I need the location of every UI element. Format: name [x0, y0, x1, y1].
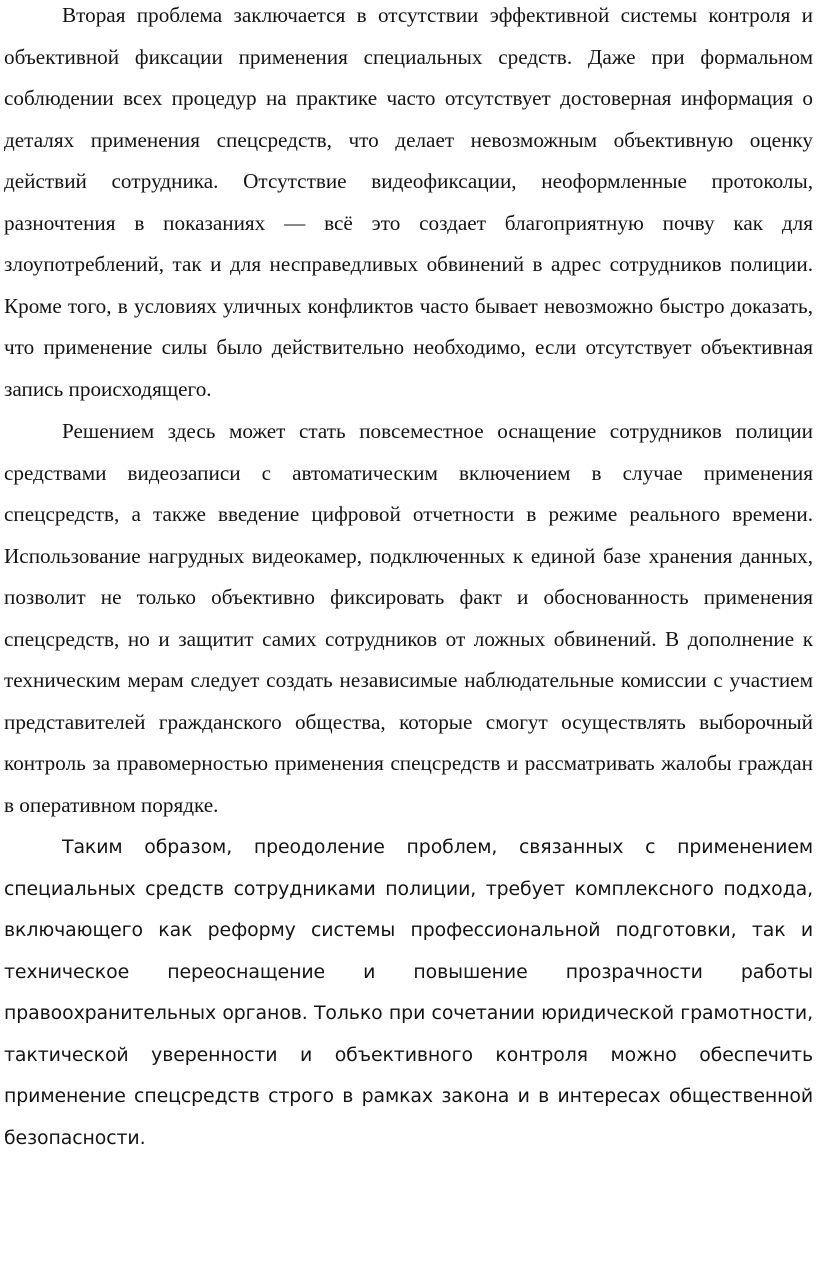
paragraph-conclusion: Таким образом, преодоление проблем, связанных с применением специальных средств сотрудниками полиции, требует комплексного подхода, включающего как реформу системы профессиональной подготовки, так и техническое переоснащение и повышение прозрачности работы правоохранительных органов. Только при сочетании юридической грамотности, тактической уверенности и объективного контроля можно обеспечить применение спецсредств строго в рамках закона и в интересах общественной безопасности.: [4, 836, 813, 1149]
paragraph-control-problem: Вторая проблема заключается в отсутствии эффективной системы контроля и объективной фиксации применения специальных средств. Даже при формальном соблюдении всех процедур на практике часто отсутствует достоверная информация о деталях применения спецсредств, что делает невозможным объективную оценку действий сотрудника. Отсутствие видеофиксации, неоформленные протоколы, разночтения в показаниях — всё это создает благоприятную почву как для злоупотреблений, так и для несправедливых обвинений в адрес сотрудников полиции. Кроме того, в условиях уличных конфликтов часто бывает невозможно быстро доказать, что применение силы было действительно необходимо, если отсутствует объективная запись происходящего.: [4, 3, 813, 401]
paragraph-video-solution: Решением здесь может стать повсеместное оснащение сотрудников полиции средствами видеозаписи с автоматическим включением в случае применения спецсредств, а также введение цифровой отчетности в режиме реального времени. Использование нагрудных видеокамер, подключенных к единой базе хранения данных, позволит не только объективно фиксировать факт и обоснованность применения спецсредств, но и защитит самих сотрудников от ложных обвинений. В дополнение к техническим мерам следует создать независимые наблюдательные комиссии с участием представителей гражданского общества, которые смогут осуществлять выборочный контроль за правомерностью применения спецсредств и рассматривать жалобы граждан в оперативном порядке.: [4, 419, 813, 817]
